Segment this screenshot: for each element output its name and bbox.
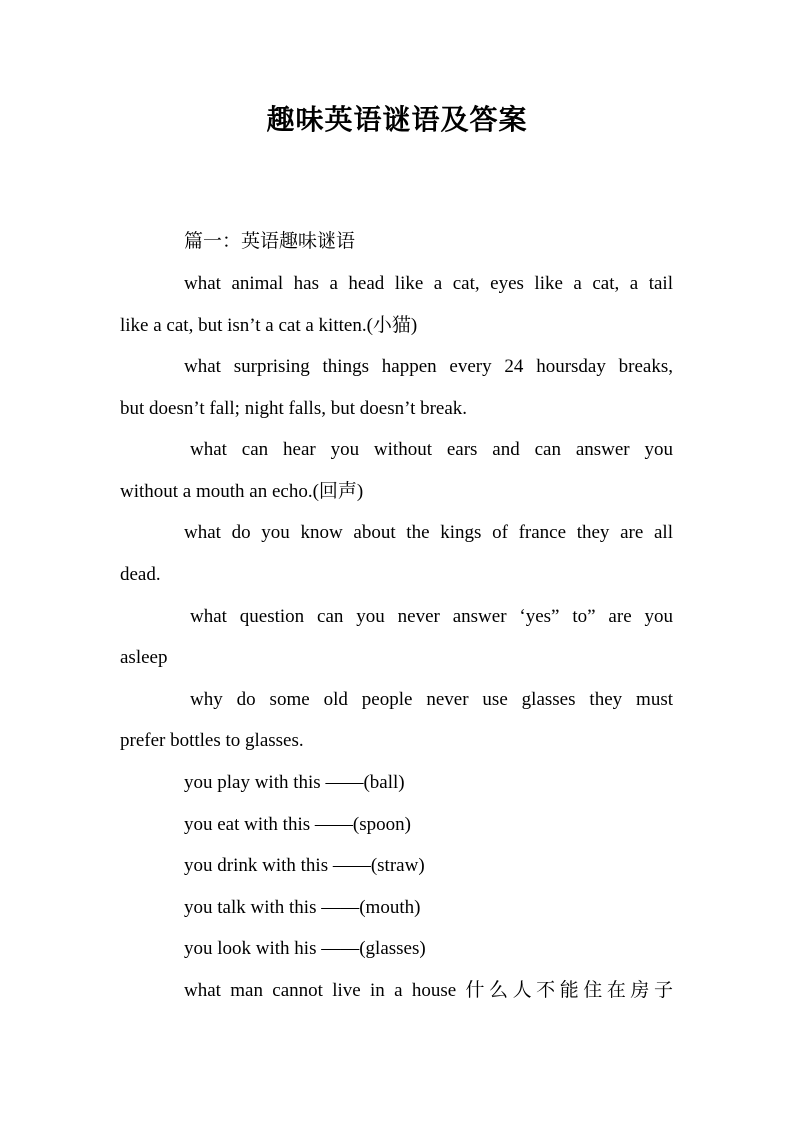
- text-line: you talk with this ——(mouth): [184, 897, 421, 918]
- text-line: what do you know about the kings of france they are all: [184, 522, 673, 543]
- text-line: you drink with this ——(straw): [184, 855, 425, 876]
- text-line: what question can you never answer ‘yes” to” are you: [190, 606, 673, 627]
- text-line: what animal has a head like a cat, eyes like a cat, a tail: [184, 273, 673, 294]
- text-line: like a cat, but isn’t a cat a kitten.(小猫): [120, 315, 418, 336]
- text-line: prefer bottles to glasses.: [120, 730, 304, 751]
- text-line: why do some old people never use glasses they must: [190, 689, 673, 710]
- page-title: 趣味英语谜语及答案: [266, 105, 528, 136]
- text-line: without a mouth an echo.(回声): [120, 481, 364, 502]
- text-line: you eat with this ——(spoon): [184, 814, 411, 835]
- text-line: what can hear you without ears and can answer you: [190, 439, 673, 460]
- text-line: asleep: [120, 647, 168, 668]
- text-line: what man cannot live in a house 什么人不能住在房子: [184, 980, 673, 1001]
- section-heading: 篇一：英语趣味谜语: [184, 231, 356, 252]
- text-line: but doesn’t fall; night falls, but doesn’t break.: [120, 398, 468, 419]
- text-line: dead.: [120, 564, 161, 585]
- text-line: you play with this ——(ball): [184, 772, 405, 793]
- text-line: you look with his ——(glasses): [184, 938, 426, 959]
- text-line: what surprising things happen every 24 hoursday breaks,: [184, 356, 673, 377]
